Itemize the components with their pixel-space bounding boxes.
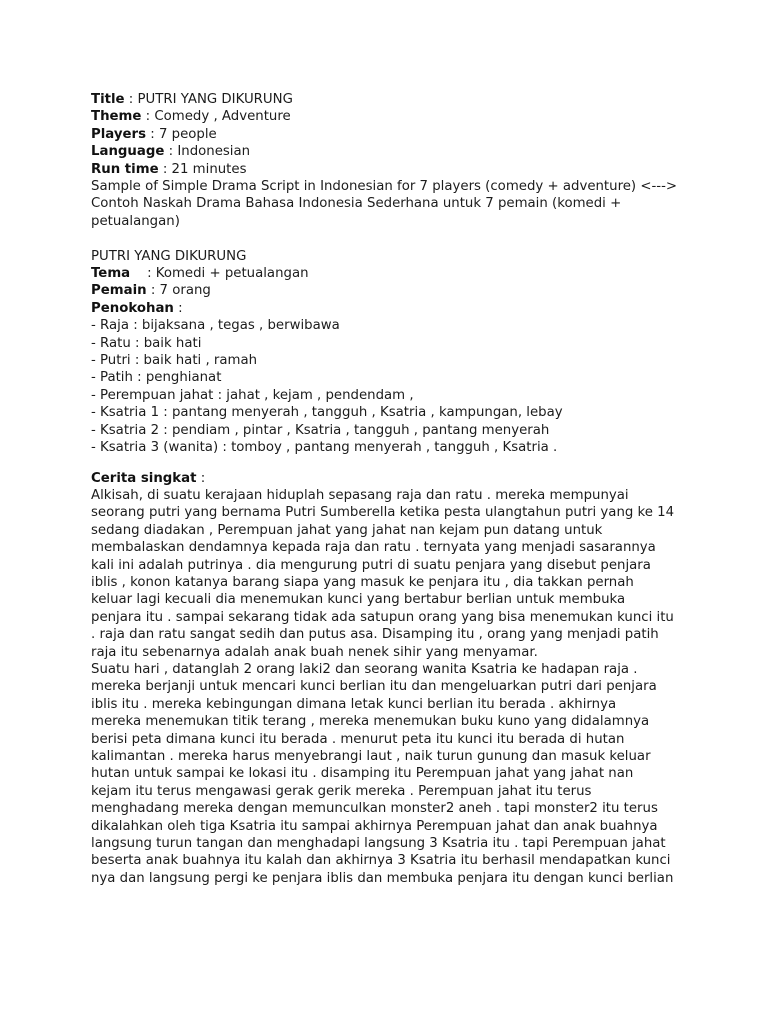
penokohan-line: [91, 300, 691, 317]
paragraph-gap: [91, 230, 691, 247]
theme-label: Theme: [91, 109, 142, 125]
theme-line: [91, 108, 691, 125]
character-item: - Ratu : baik hati: [91, 335, 202, 351]
story-line: kalimantan . mereka harus menyebrangi laut , naik turun gunung dan masuk keluar: [91, 749, 651, 765]
character-item: - Putri : baik hati , ramah: [91, 353, 258, 369]
story-heading-label: Cerita singkat: [91, 470, 197, 486]
story-line: keluar lagi kecuali dia menemukan kunci yang bertabur berlian untuk membuka: [91, 592, 626, 608]
theme-value: : Comedy , Adventure: [141, 109, 291, 125]
intro-line: Contoh Naskah Drama Bahasa Indonesia Sederhana untuk 7 pemain (komedi +: [91, 196, 622, 212]
story-line: Suatu hari , datanglah 2 orang laki2 dan seorang wanita Ksatria ke hadapan raja .: [91, 661, 638, 677]
title-value: : PUTRI YANG DIKURUNG: [124, 92, 293, 107]
story-line: beserta anak buahnya itu kalah dan akhirnya 3 Ksatria itu berhasil mendapatkan kunci: [91, 853, 671, 869]
players-line: [91, 126, 691, 143]
pemain-value: : 7 orang: [146, 283, 211, 299]
title-label: Title: [91, 92, 125, 107]
document-body: [91, 91, 691, 887]
tema-line: [91, 265, 691, 282]
character-list: [91, 317, 691, 456]
players-value: : 7 people: [146, 126, 217, 142]
story-line: membalaskan dendamnya kepada raja dan ratu . ternyata yang menjadi sasarannya: [91, 540, 656, 556]
story-line: berisi peta dimana kunci itu berada . menurut peta itu kunci itu berada di hutan: [91, 731, 625, 747]
story-line: kali ini adalah putrinya . dia mengurung putri di suatu penjara yang disebut penjara: [91, 557, 651, 573]
story-line: dikalahkan oleh tiga Ksatria itu sampai akhirnya Perempuan jahat dan anak buahnya: [91, 818, 658, 834]
character-item: - Ksatria 1 : pantang menyerah , tangguh , Ksatria , kampungan, lebay: [91, 405, 563, 421]
character-item: - Patih : penghianat: [91, 370, 222, 386]
story-line: menghadang mereka dengan memunculkan monster2 aneh . tapi monster2 itu terus: [91, 801, 658, 817]
intro-line: petualangan): [91, 213, 180, 229]
story-line: kejam itu terus mengawasi gerak gerik mereka . Perempuan jahat itu terus: [91, 783, 592, 799]
story-line: mereka menemukan titik terang , mereka menemukan buku kuno yang didalamnya: [91, 714, 650, 730]
character-item: - Ksatria 3 (wanita) : tomboy , pantang menyerah , tangguh , Ksatria .: [91, 440, 558, 456]
story-line: sedang diadakan , Perempuan jahat yang jahat nan kejam pun datang untuk: [91, 522, 603, 538]
pemain-label: Pemain: [91, 283, 147, 299]
character-item: - Ksatria 2 : pendiam , pintar , Ksatria , tangguh , pantang menyerah: [91, 422, 550, 438]
language-label: Language: [91, 144, 165, 160]
language-value: : Indonesian: [164, 144, 251, 160]
story-line: nya dan langsung pergi ke penjara iblis dan membuka penjara itu dengan kunci berlian: [91, 870, 674, 886]
story-line: seorang putri yang bernama Putri Sumberella ketika pesta ulangtahun putri yang ke 14: [91, 505, 675, 521]
story-heading: [91, 470, 691, 487]
intro-line: Sample of Simple Drama Script in Indonesian for 7 players (comedy + adventure) <--->: [91, 179, 678, 195]
pemain-line: [91, 282, 691, 299]
penokohan-label: Penokohan: [91, 300, 174, 316]
indo-title: PUTRI YANG DIKURUNG: [91, 248, 247, 264]
character-item: - Raja : bijaksana , tegas , berwibawa: [91, 318, 340, 334]
runtime-value: : 21 minutes: [158, 161, 247, 177]
tema-value: : Komedi + petualangan: [130, 266, 309, 282]
story-line: mereka berjanji untuk mencari kunci berlian itu dan mengeluarkan putri dari penjara: [91, 679, 657, 695]
tema-label: Tema: [91, 266, 131, 282]
story-line: iblis , konon katanya barang siapa yang masuk ke penjara itu , dia takkan pernah: [91, 574, 634, 590]
story-line: Alkisah, di suatu kerajaan hiduplah sepasang raja dan ratu . mereka mempunyai: [91, 487, 629, 503]
story-line: langsung turun tangan dan menghadapi langsung 3 Ksatria itu . tapi Perempuan jahat: [91, 836, 666, 852]
story-line: hutan untuk sampai ke lokasi itu . disamping itu Perempuan jahat yang jahat nan: [91, 766, 634, 782]
runtime-line: [91, 161, 691, 178]
runtime-label: Run time: [91, 161, 159, 177]
penokohan-value: :: [173, 300, 183, 316]
paragraph-gap: [91, 457, 691, 470]
story-text: [91, 487, 691, 887]
title-line: [91, 91, 691, 108]
story-line: . raja dan ratu sangat sedih dan putus asa. Disamping itu , orang yang menjadi patih: [91, 627, 659, 643]
players-label: Players: [91, 126, 147, 142]
story-line: raja itu sebenarnya adalah anak buah nenek sihir yang menyamar.: [91, 644, 538, 660]
language-line: [91, 143, 691, 160]
story-heading-value: :: [196, 470, 206, 486]
story-line: penjara itu . sampai sekarang tidak ada satupun orang yang bisa menemukan kunci itu: [91, 609, 674, 625]
story-line: iblis itu . mereka kebingungan dimana letak kunci berlian itu berada . akhirnya: [91, 696, 617, 712]
character-item: - Perempuan jahat : jahat , kejam , pendendam ,: [91, 387, 414, 403]
